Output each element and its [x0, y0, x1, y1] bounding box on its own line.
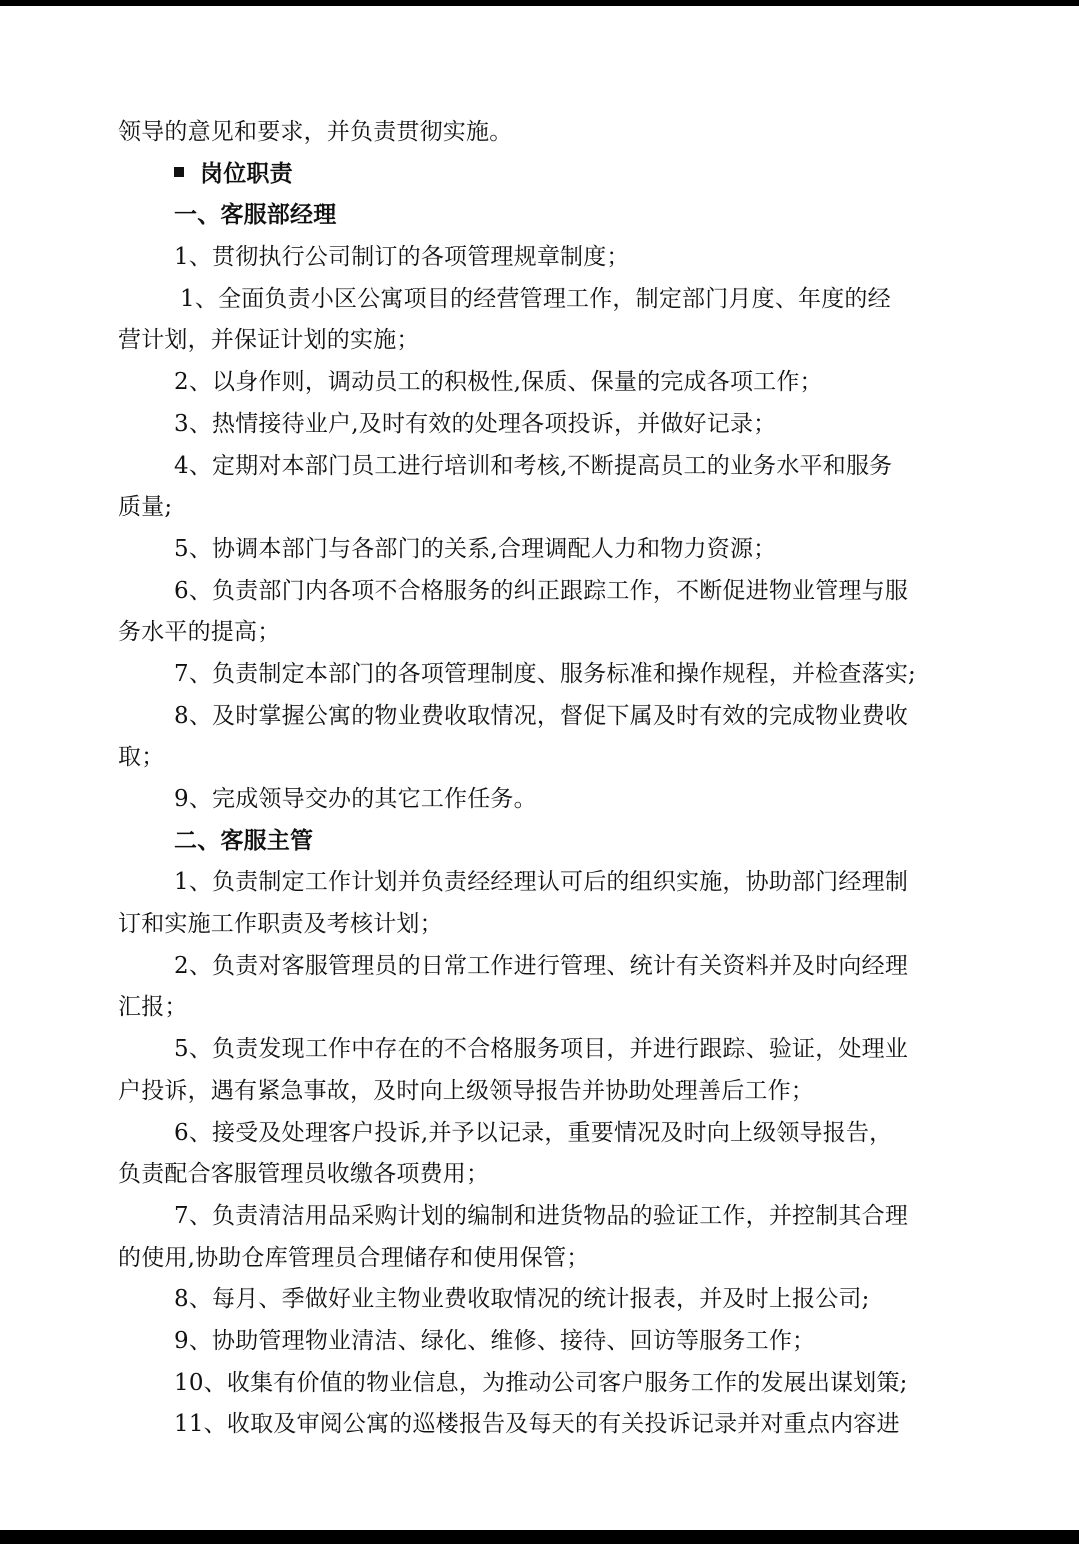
paragraph-line: 1、贯彻执行公司制订的各项管理规章制度； — [174, 244, 630, 271]
paragraph-line: 负责配合客服管理员收缴各项费用； — [118, 1161, 490, 1188]
paragraph-line: 汇报； — [118, 994, 188, 1021]
paragraph-line: 6、负责部门内各项不合格服务的纠正跟踪工作，不断促进物业管理与服 — [174, 577, 909, 604]
paragraph-line: 9、完成领导交办的其它工作任务。 — [174, 786, 537, 812]
paragraph-line: 3、热情接待业户,及时有效的处理各项投诉，并做好记录； — [174, 410, 777, 437]
paragraph-line: 2、以身作则，调动员工的积极性,保质、保量的完成各项工作； — [174, 369, 823, 396]
paragraph-line: 6、接受及处理客户投诉,并予以记录，重要情况及时向上级领导报告， — [174, 1119, 893, 1146]
paragraph-line: 户投诉，遇有紧急事故，及时向上级领导报告并协助处理善后工作； — [118, 1077, 814, 1104]
bottom-border — [0, 1530, 1079, 1544]
paragraph-line: 2、负责对客服管理员的日常工作进行管理、统计有关资料并及时向经理 — [174, 952, 909, 979]
paragraph-line: 7、负责制定本部门的各项管理制度、服务标准和操作规程，并检查落实; — [174, 660, 916, 687]
paragraph-line: 11、收取及审阅公寓的巡楼报告及每天的有关投诉记录并对重点内容进 — [174, 1411, 900, 1438]
paragraph-line: 4、定期对本部门员工进行培训和考核,不断提高员工的业务水平和服务 — [174, 452, 893, 479]
paragraph-line: 8、及时掌握公寓的物业费收取情况，督促下属及时有效的完成物业费收 — [174, 702, 909, 729]
paragraph-line: 质量; — [118, 494, 173, 521]
paragraph-line: 9、协助管理物业清洁、绿化、维修、接待、回访等服务工作； — [174, 1327, 816, 1354]
paragraph-line: 8、每月、季做好业主物业费收取情况的统计报表，并及时上报公司; — [174, 1286, 870, 1313]
paragraph-line: 订和实施工作职责及考核计划； — [118, 911, 443, 938]
paragraph-line: 5、负责发现工作中存在的不合格服务项目，并进行跟踪、验证，处理业 — [174, 1036, 909, 1063]
paragraph-line: 领导的意见和要求，并负责贯彻实施。 — [118, 119, 513, 145]
document-body — [118, 112, 963, 1446]
square-bullet-icon — [174, 167, 184, 177]
paragraph-line: 营计划，并保证计划的实施； — [118, 327, 420, 354]
subsection-heading-manager: 一、客服部经理 — [174, 202, 337, 229]
subsection-heading-supervisor: 二、客服主管 — [174, 827, 314, 854]
top-border — [0, 0, 1079, 6]
paragraph-line: 的使用,协助仓库管理员合理储存和使用保管； — [118, 1244, 590, 1271]
section-heading-text: 岗位职责 — [200, 160, 293, 187]
paragraph-line: 10、收集有价值的物业信息，为推动公司客户服务工作的发展出谋划策; — [174, 1369, 908, 1396]
paragraph-line: 务水平的提高； — [118, 619, 281, 646]
paragraph-line: 取； — [118, 744, 165, 771]
paragraph-line: 5、协调本部门与各部门的关系,合理调配人力和物力资源； — [174, 535, 777, 562]
paragraph-line: 7、负责清洁用品采购计划的编制和进货物品的验证工作，并控制其合理 — [174, 1202, 909, 1229]
section-heading — [118, 154, 963, 196]
paragraph-line: 1、全面负责小区公寓项目的经营管理工作，制定部门月度、年度的经 — [180, 285, 891, 312]
paragraph-line: 1、负责制定工作计划并负责经经理认可后的组织实施，协助部门经理制 — [174, 869, 909, 896]
